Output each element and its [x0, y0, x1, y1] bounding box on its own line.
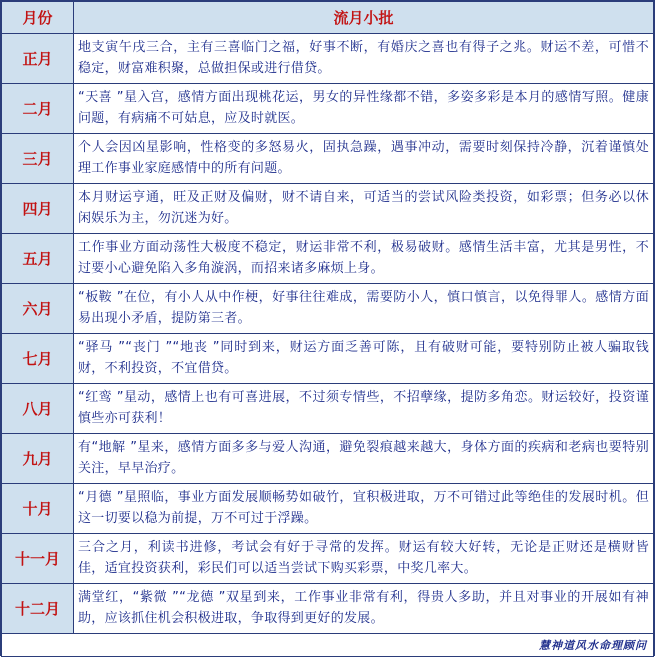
footer-cell	[2, 634, 654, 657]
month-cell: 正月	[2, 34, 74, 84]
fortune-description: “板鞍 ”在位，有小人从中作梗，好事往往难成，需要防小人，慎口慎言，以免得罪人。感情方面易出现小矛盾，提防第三者。	[74, 284, 654, 334]
month-cell: 五月	[2, 234, 74, 284]
description-column-header: 流月小批	[74, 2, 654, 34]
table-row	[2, 34, 654, 84]
table-row	[2, 134, 654, 184]
month-cell: 七月	[2, 334, 74, 384]
watermark-text: 慧神道风水命理顾问	[539, 639, 647, 652]
month-cell: 八月	[2, 384, 74, 434]
table-row	[2, 384, 654, 434]
month-cell: 三月	[2, 134, 74, 184]
fortune-description: 三合之月，利读书进修，考试会有好于寻常的发挥。财运有较大好转，无论是正财还是横财皆佳，适宜投资获利，彩民们可以适当尝试下购买彩票，中奖几率大。	[74, 534, 654, 584]
table-row	[2, 84, 654, 134]
month-cell: 九月	[2, 434, 74, 484]
table-row	[2, 284, 654, 334]
table-header-row	[2, 2, 654, 34]
fortune-description: 本月财运亨通，旺及正财及偏财，财不请自来，可适当的尝试风险类投资，如彩票；但务必以休闲娱乐为主，勿沉迷为好。	[74, 184, 654, 234]
monthly-fortune-table	[1, 1, 654, 657]
month-cell: 二月	[2, 84, 74, 134]
month-cell: 十月	[2, 484, 74, 534]
month-cell: 四月	[2, 184, 74, 234]
table-row	[2, 434, 654, 484]
fortune-description: “月德 ”星照临，事业方面发展顺畅势如破竹，宜积极进取，万不可错过此等绝佳的发展时机。但这一切要以稳为前提，万不可过于浮躁。	[74, 484, 654, 534]
month-cell: 六月	[2, 284, 74, 334]
table-row	[2, 584, 654, 634]
month-cell: 十二月	[2, 584, 74, 634]
table-row	[2, 484, 654, 534]
month-column-header: 月份	[2, 2, 74, 34]
table-row	[2, 334, 654, 384]
table-row	[2, 234, 654, 284]
fortune-description: 个人会因凶星影响，性格变的多怒易火，固执急躁，遇事冲动，需要时刻保持冷静，沉着谨慎处理工作事业家庭感情中的所有问题。	[74, 134, 654, 184]
fortune-description: “天喜 ”星入宫，感情方面出现桃花运，男女的异性缘都不错，多姿多彩是本月的感情写照。健康问题，有病痛不可姑息，应及时就医。	[74, 84, 654, 134]
fortune-description: “红鸾 ”星动，感情上也有可喜进展，不过须专情些，不招孽缘，提防多角恋。财运较好，投资谨慎些亦可获利！	[74, 384, 654, 434]
table-row	[2, 184, 654, 234]
fortune-description: 工作事业方面动荡性大极度不稳定，财运非常不利，极易破财。感情生活丰富，尤其是男性，不过要小心避免陷入多角漩涡，而招来诸多麻烦上身。	[74, 234, 654, 284]
table-footer-row	[2, 634, 654, 657]
month-cell: 十一月	[2, 534, 74, 584]
table-row	[2, 534, 654, 584]
fortune-description: 满堂红，“紫微 ”“龙德 ”双星到来，工作事业非常有利，得贵人多助，并且对事业的开展如有神助，应该抓住机会积极进取，争取得到更好的发展。	[74, 584, 654, 634]
fortune-description: 地支寅午戌三合，主有三喜临门之福，好事不断，有婚庆之喜也有得子之兆。财运不差，可惜不稳定，财富难积聚，总做担保或进行借贷。	[74, 34, 654, 84]
fortune-description: 有“地解 ”星来，感情方面多多与爱人沟通，避免裂痕越来越大，身体方面的疾病和老病也要特别关注，早早治疗。	[74, 434, 654, 484]
fortune-description: “驿马 ”“丧门 ”“地丧 ”同时到来，财运方面乏善可陈，且有破财可能，要特别防止被人骗取钱财，不利投资，不宜借贷。	[74, 334, 654, 384]
